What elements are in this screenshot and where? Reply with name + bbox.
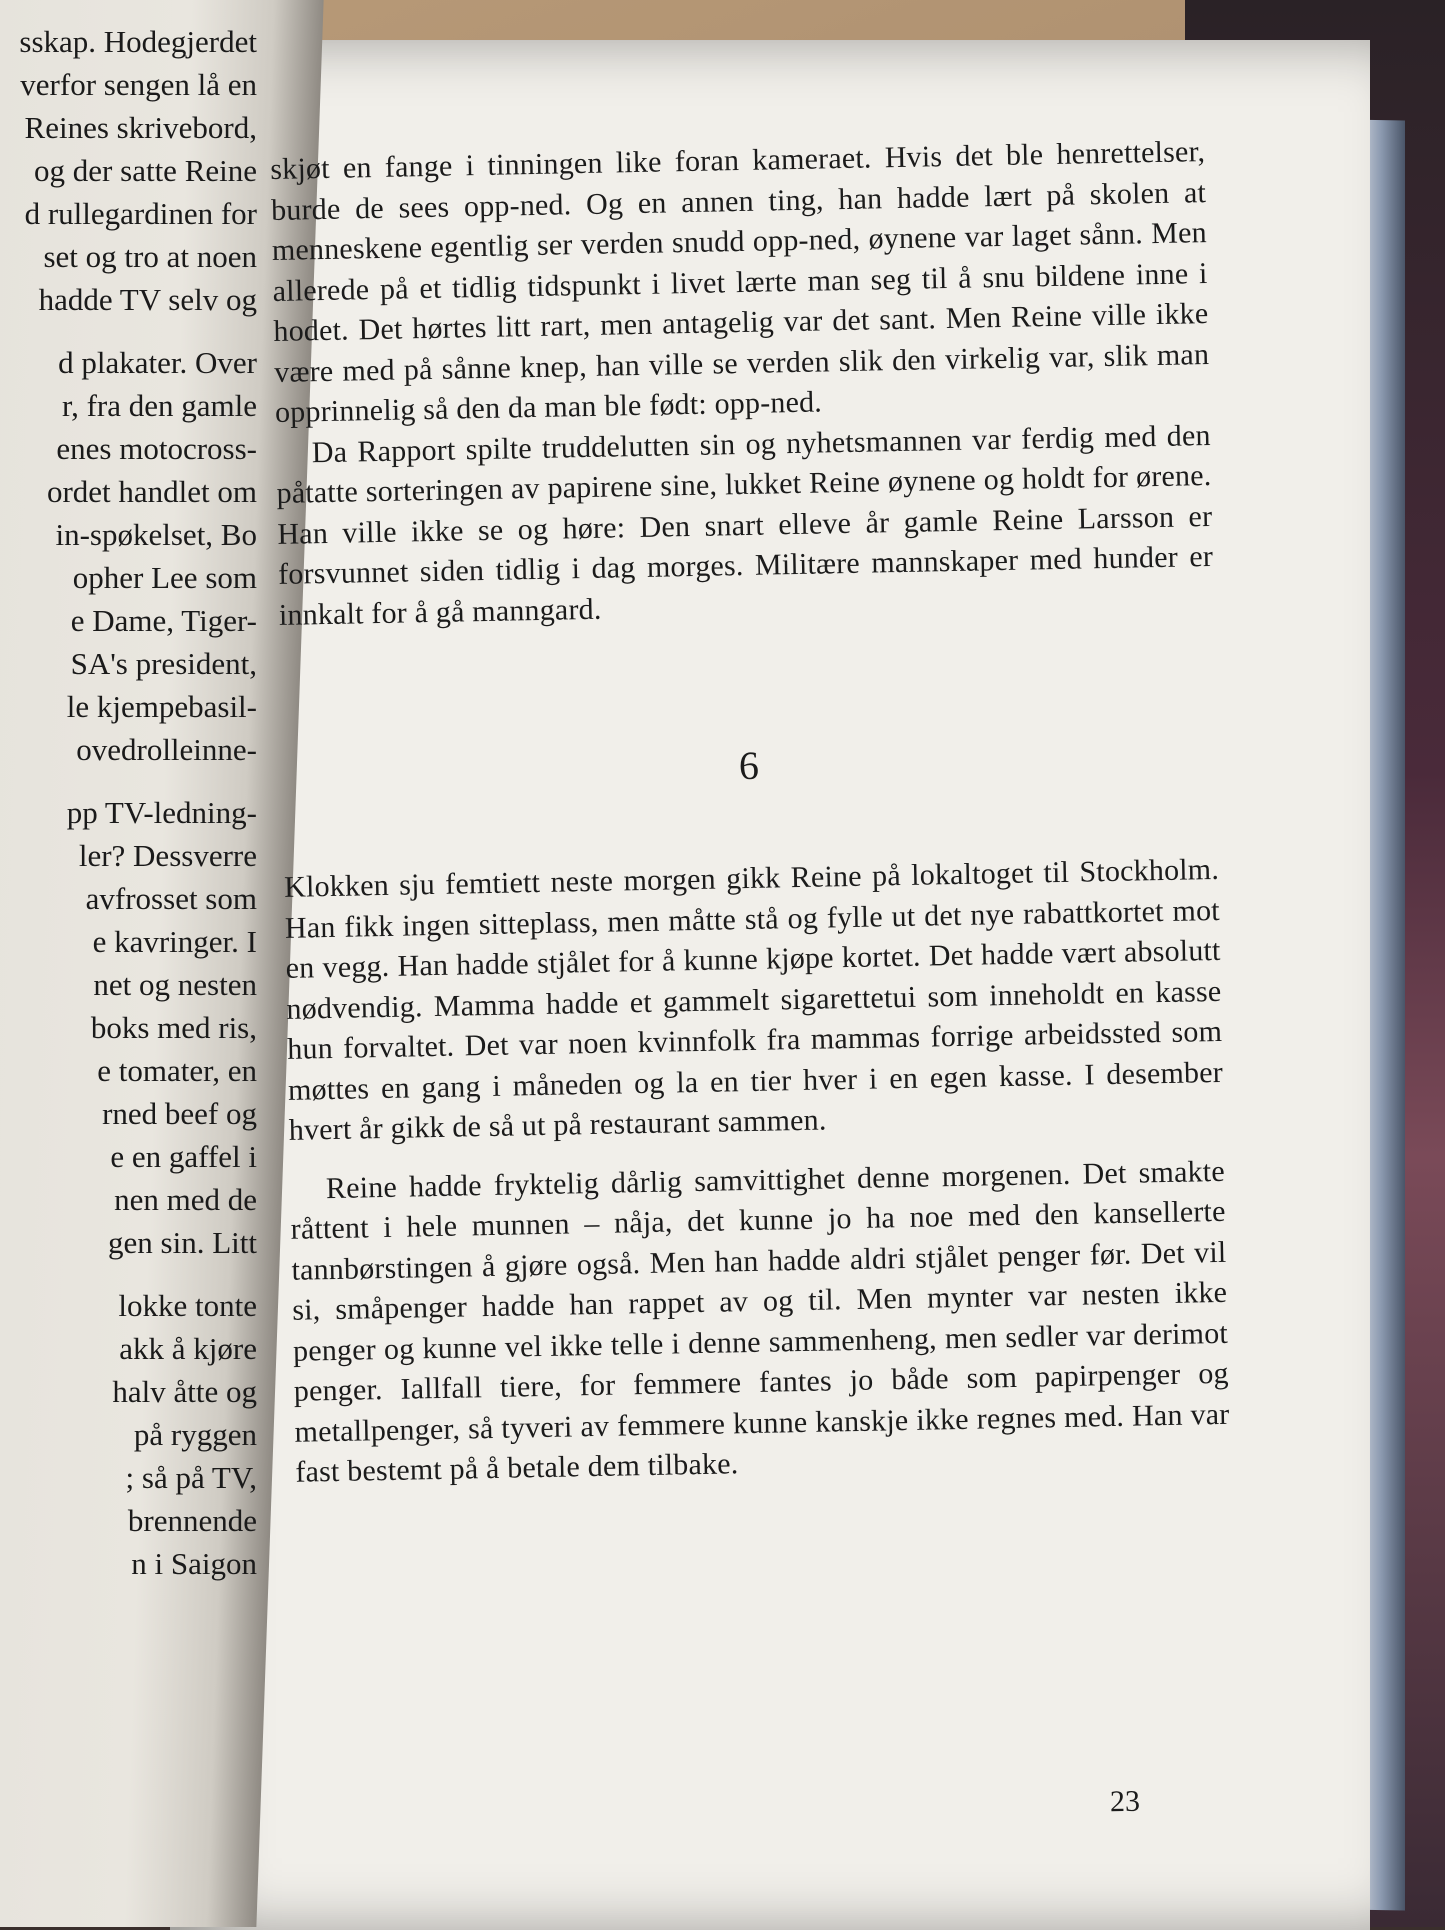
left-page-line: verfor sengen lå en: [20, 67, 257, 102]
left-page-line: ; så på TV,: [125, 1460, 257, 1495]
paragraph-3: Klokken sju femtiett neste morgen gikk Reine på lokaltoget til Stockholm. Han fikk ingen sitteplass, men måtte stå og fylle ut det nye rabattkortet mot en vegg. Han hadde stjålet for å kunne kjøpe kortet. Det hadde vært absolutt nødvendig. Mamma hadde et gammelt sigarettetui som inneholdt en kasse hun forvaltet. Det var noen kvinnfolk fra mammas forrige arbeidssted som møttes en gang i måneden og la en tier hver i en egen kasse. I desember hvert år gikk de så ut på restaurant sammen.: [283, 852, 1224, 1147]
paragraph-1: skjøt en fange i tinningen like foran kameraet. Hvis det ble henrettelser, burde de sees opp-ned. Og en annen ting, han hadde lært på skolen at menneskene egentlig ser verden snudd opp-ned, øynene var laget sånn. Men allerede på et tidlig tidspunkt i livet lærte man seg til å snu bildene inne i hodet. Det hørtes litt rart, men antagelig var det sant. Men Reine ville ikke være med på sånne knep, han ville se verden slik den virkelig var, slik man opprinnelig så den da man ble født: opp-ned.: [270, 135, 1210, 429]
page-number: 23: [1109, 1784, 1141, 1819]
left-page-line: pp TV-ledning-: [66, 795, 257, 830]
left-page-line: e Dame, Tiger-: [70, 603, 257, 638]
left-page-gap: [0, 321, 265, 341]
paragraph-4: Reine hadde fryktelig dårlig samvittighet denne morgenen. Det smakte råttent i hele munnen – nåja, det kunne jo ha noe med den kansellerte tannbørstingen å gjøre også. Men han hadde aldri stjålet penger før. Det vil si, småpenger hadde han rappet av og til. Men mynter var nesten ikke penger og kunne vel ikke telle i denne sammenheng, men sedler var derimot penger. Iallfall tiere, for femmere fantes jo både som papirpenger og metallpenger, så tyveri av femmere kunne kanskje ikke regnes med. Han var fast bestemt på å betale dem tilbake.: [290, 1154, 1230, 1489]
left-page-line: ovedrolleinne-: [76, 732, 257, 767]
left-page-line: d rullegardinen for: [24, 196, 257, 231]
left-page-line: og der satte Reine: [34, 153, 257, 188]
left-page-line: akk å kjøre: [119, 1331, 257, 1366]
left-page-line: e kavringer. I: [92, 924, 257, 959]
left-page-line: lokke tonte: [118, 1288, 257, 1323]
right-page-text: [270, 132, 1231, 1493]
left-page-line: brennende: [127, 1503, 257, 1538]
left-page-gap: [0, 1264, 265, 1284]
left-page-line: hadde TV selv og: [38, 282, 257, 317]
left-page-line: boks med ris,: [90, 1010, 257, 1045]
left-page-line: nen med de: [114, 1182, 257, 1217]
left-page-line: ler? Dessverre: [78, 838, 257, 873]
left-page-line: n i Saigon: [131, 1546, 257, 1581]
left-page-line: sskap. Hodegjerdet: [19, 24, 257, 59]
left-page-line: opher Lee som: [72, 560, 257, 595]
left-page-line: Reines skrivebord,: [24, 110, 257, 145]
left-page-line: r, fra den gamle: [62, 388, 257, 423]
left-page-line: gen sin. Litt: [108, 1225, 257, 1260]
left-page-line: in-spøkelset, Bo: [55, 517, 257, 552]
left-page-line: rned beef og: [102, 1096, 257, 1131]
left-page-text: [0, 20, 265, 1900]
left-page-line: d plakater. Over: [58, 345, 257, 380]
chapter-number: 6: [738, 742, 761, 789]
left-page-line: SA's president,: [70, 646, 257, 681]
left-page-line: avfrosset som: [85, 881, 257, 916]
left-page-line: på ryggen: [133, 1417, 257, 1452]
left-page-line: enes motocross-: [56, 431, 257, 466]
left-page-line: e tomater, en: [97, 1053, 257, 1088]
left-page-line: ordet handlet om: [46, 474, 257, 509]
left-page-gap: [0, 771, 265, 791]
left-page-line: e en gaffel i: [110, 1139, 257, 1174]
left-page-line: set og tro at noen: [43, 239, 257, 274]
paragraph-2: Da Rapport spilte truddelutten sin og nyhetsmannen var ferdig med den påtatte sorteringen av papirene sine, lukket Reine øynene og holdt for ørene. Han ville ikke se og høre: Den snart elleve år gamle Reine Larsson er forsvunnet siden tidlig i dag morges. Militære mannskaper med hunder er innkalt for å gå manngard.: [276, 418, 1214, 632]
left-page-line: net og nesten: [93, 967, 257, 1002]
left-page-line: halv åtte og: [112, 1374, 257, 1409]
left-page-line: le kjempebasil-: [66, 689, 257, 724]
